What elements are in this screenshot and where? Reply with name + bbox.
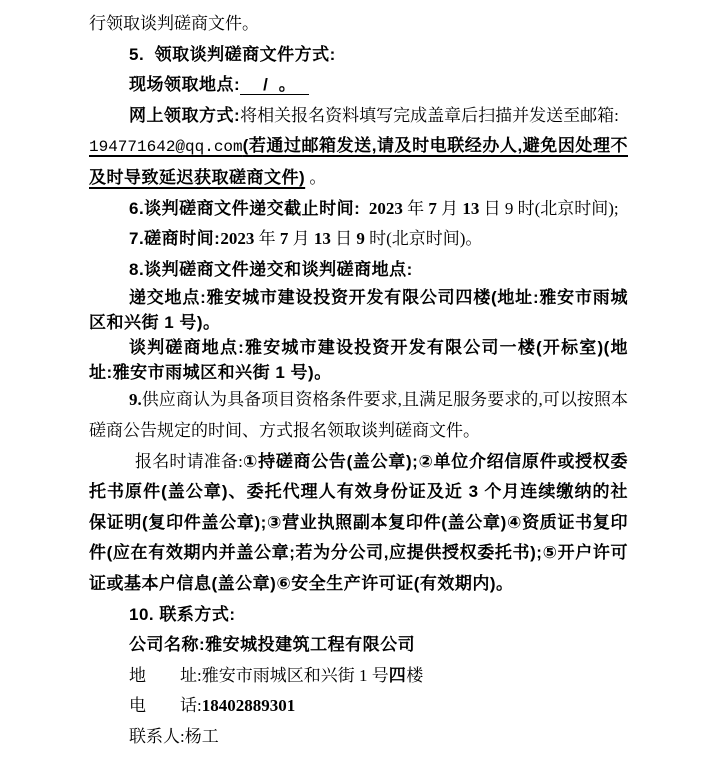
negotiation-hour: 9 <box>356 229 365 249</box>
section8-heading <box>89 255 628 286</box>
deadline-tail: 日 9 时(北京时间); <box>479 198 619 218</box>
negotiation-location-text: 谈判磋商地点:雅安城市建设投资开发有限公司一楼(开标室)(地址:雅安市雨城区和兴街 1 号)。 <box>89 338 628 383</box>
address-value-post: 楼 <box>406 665 424 685</box>
address-label: 地 址: <box>129 665 202 685</box>
company-name-value: 雅安城投建筑工程有限公司 <box>205 635 416 655</box>
deadline-year-unit: 年 <box>402 198 429 218</box>
negotiation-time-line <box>89 224 628 255</box>
email-warning: (若通过邮箱发送,请及时电联经办人,避免因处理不及时导致延迟获取磋商文件) <box>89 136 628 187</box>
contact-person-line <box>89 722 628 753</box>
negotiation-year: 2023 <box>220 229 255 249</box>
contact-person-value: 杨工 <box>184 726 219 746</box>
section5-heading <box>89 40 628 71</box>
registration-requirements <box>89 447 628 600</box>
section9-number: 9. <box>129 390 142 410</box>
negotiation-year-unit: 年 <box>254 229 280 249</box>
section5-heading-text: 5. 领取谈判磋商文件方式: <box>129 44 336 64</box>
address-value-pre: 雅安市雨城区和兴街 1 号 <box>201 665 389 685</box>
onsite-pickup-blank: / 。 <box>242 75 307 95</box>
section9-paragraph <box>89 385 628 446</box>
address-line <box>89 661 628 692</box>
online-pickup-text: 将相关报名资料填写完成盖章后扫描并发送至邮箱: <box>240 105 619 125</box>
address-floor-bold: 四 <box>388 665 407 685</box>
section10-heading-text: 10. 联系方式: <box>129 604 236 624</box>
deadline-month-unit: 月 <box>436 198 463 218</box>
deadline-label: 6.谈判磋商文件递交截止时间: <box>129 198 361 218</box>
phone-label: 电 话: <box>129 696 202 716</box>
onsite-pickup-line <box>89 70 628 101</box>
negotiation-day: 13 <box>313 229 331 249</box>
company-name-line <box>89 630 628 661</box>
registration-label: 报名时请准备: <box>135 451 243 471</box>
negotiation-tail: 时(北京时间)。 <box>364 229 483 249</box>
phone-line <box>89 691 628 722</box>
section10-heading <box>89 600 628 631</box>
intro-line <box>89 9 628 40</box>
email-address[interactable]: 194771642@qq.com <box>89 138 243 157</box>
deadline-day: 13 <box>462 198 480 218</box>
email-line-period: 。 <box>305 167 327 187</box>
submit-location-text: 递交地点:雅安城市建设投资开发有限公司四楼(地址:雅安市雨城区和兴街 1 号)。 <box>89 288 628 333</box>
negotiation-month: 7 <box>279 229 289 249</box>
email-line <box>89 131 628 193</box>
deadline-line <box>89 194 628 225</box>
phone-number: 18402889301 <box>201 696 296 716</box>
negotiation-time-label: 7.磋商时间: <box>129 229 221 249</box>
online-pickup-label: 网上领取方式: <box>129 105 241 125</box>
online-pickup-line <box>89 101 628 132</box>
negotiation-day-unit: 日 <box>330 229 357 249</box>
deadline-year: 2023 <box>360 198 403 218</box>
negotiation-month-unit: 月 <box>288 229 314 249</box>
section9-text: 供应商认为具备项目资格条件要求,且满足服务要求的,可以按照本磋商公告规定的时间、方式报名领取谈判磋商文件。 <box>89 390 628 440</box>
registration-items: ①持磋商公告(盖公章);②单位介绍信原件或授权委托书原件(盖公章)、委托代理人有效身份证及近 3 个月连续缴纳的社保证明(复印件盖公章);③营业执照副本复印件(盖公章)④资质证书复印件(应在有效期内并盖公章;若为分公司,应提供授权委托书);⑤开户许可证或基本户信息(盖公章)⑥安全生产许可证(有效期内)。 <box>89 451 628 593</box>
deadline-month: 7 <box>428 198 437 218</box>
email-underlined-group <box>89 136 628 187</box>
onsite-pickup-label: 现场领取地点: <box>129 75 241 95</box>
submit-location-line <box>89 285 628 335</box>
intro-text: 行领取谈判磋商文件。 <box>89 14 259 33</box>
company-name-label: 公司名称: <box>129 635 206 655</box>
negotiation-location-line <box>89 335 628 385</box>
section8-heading-text: 8.谈判磋商文件递交和谈判磋商地点: <box>129 259 413 279</box>
contact-person-label: 联系人: <box>129 726 185 746</box>
